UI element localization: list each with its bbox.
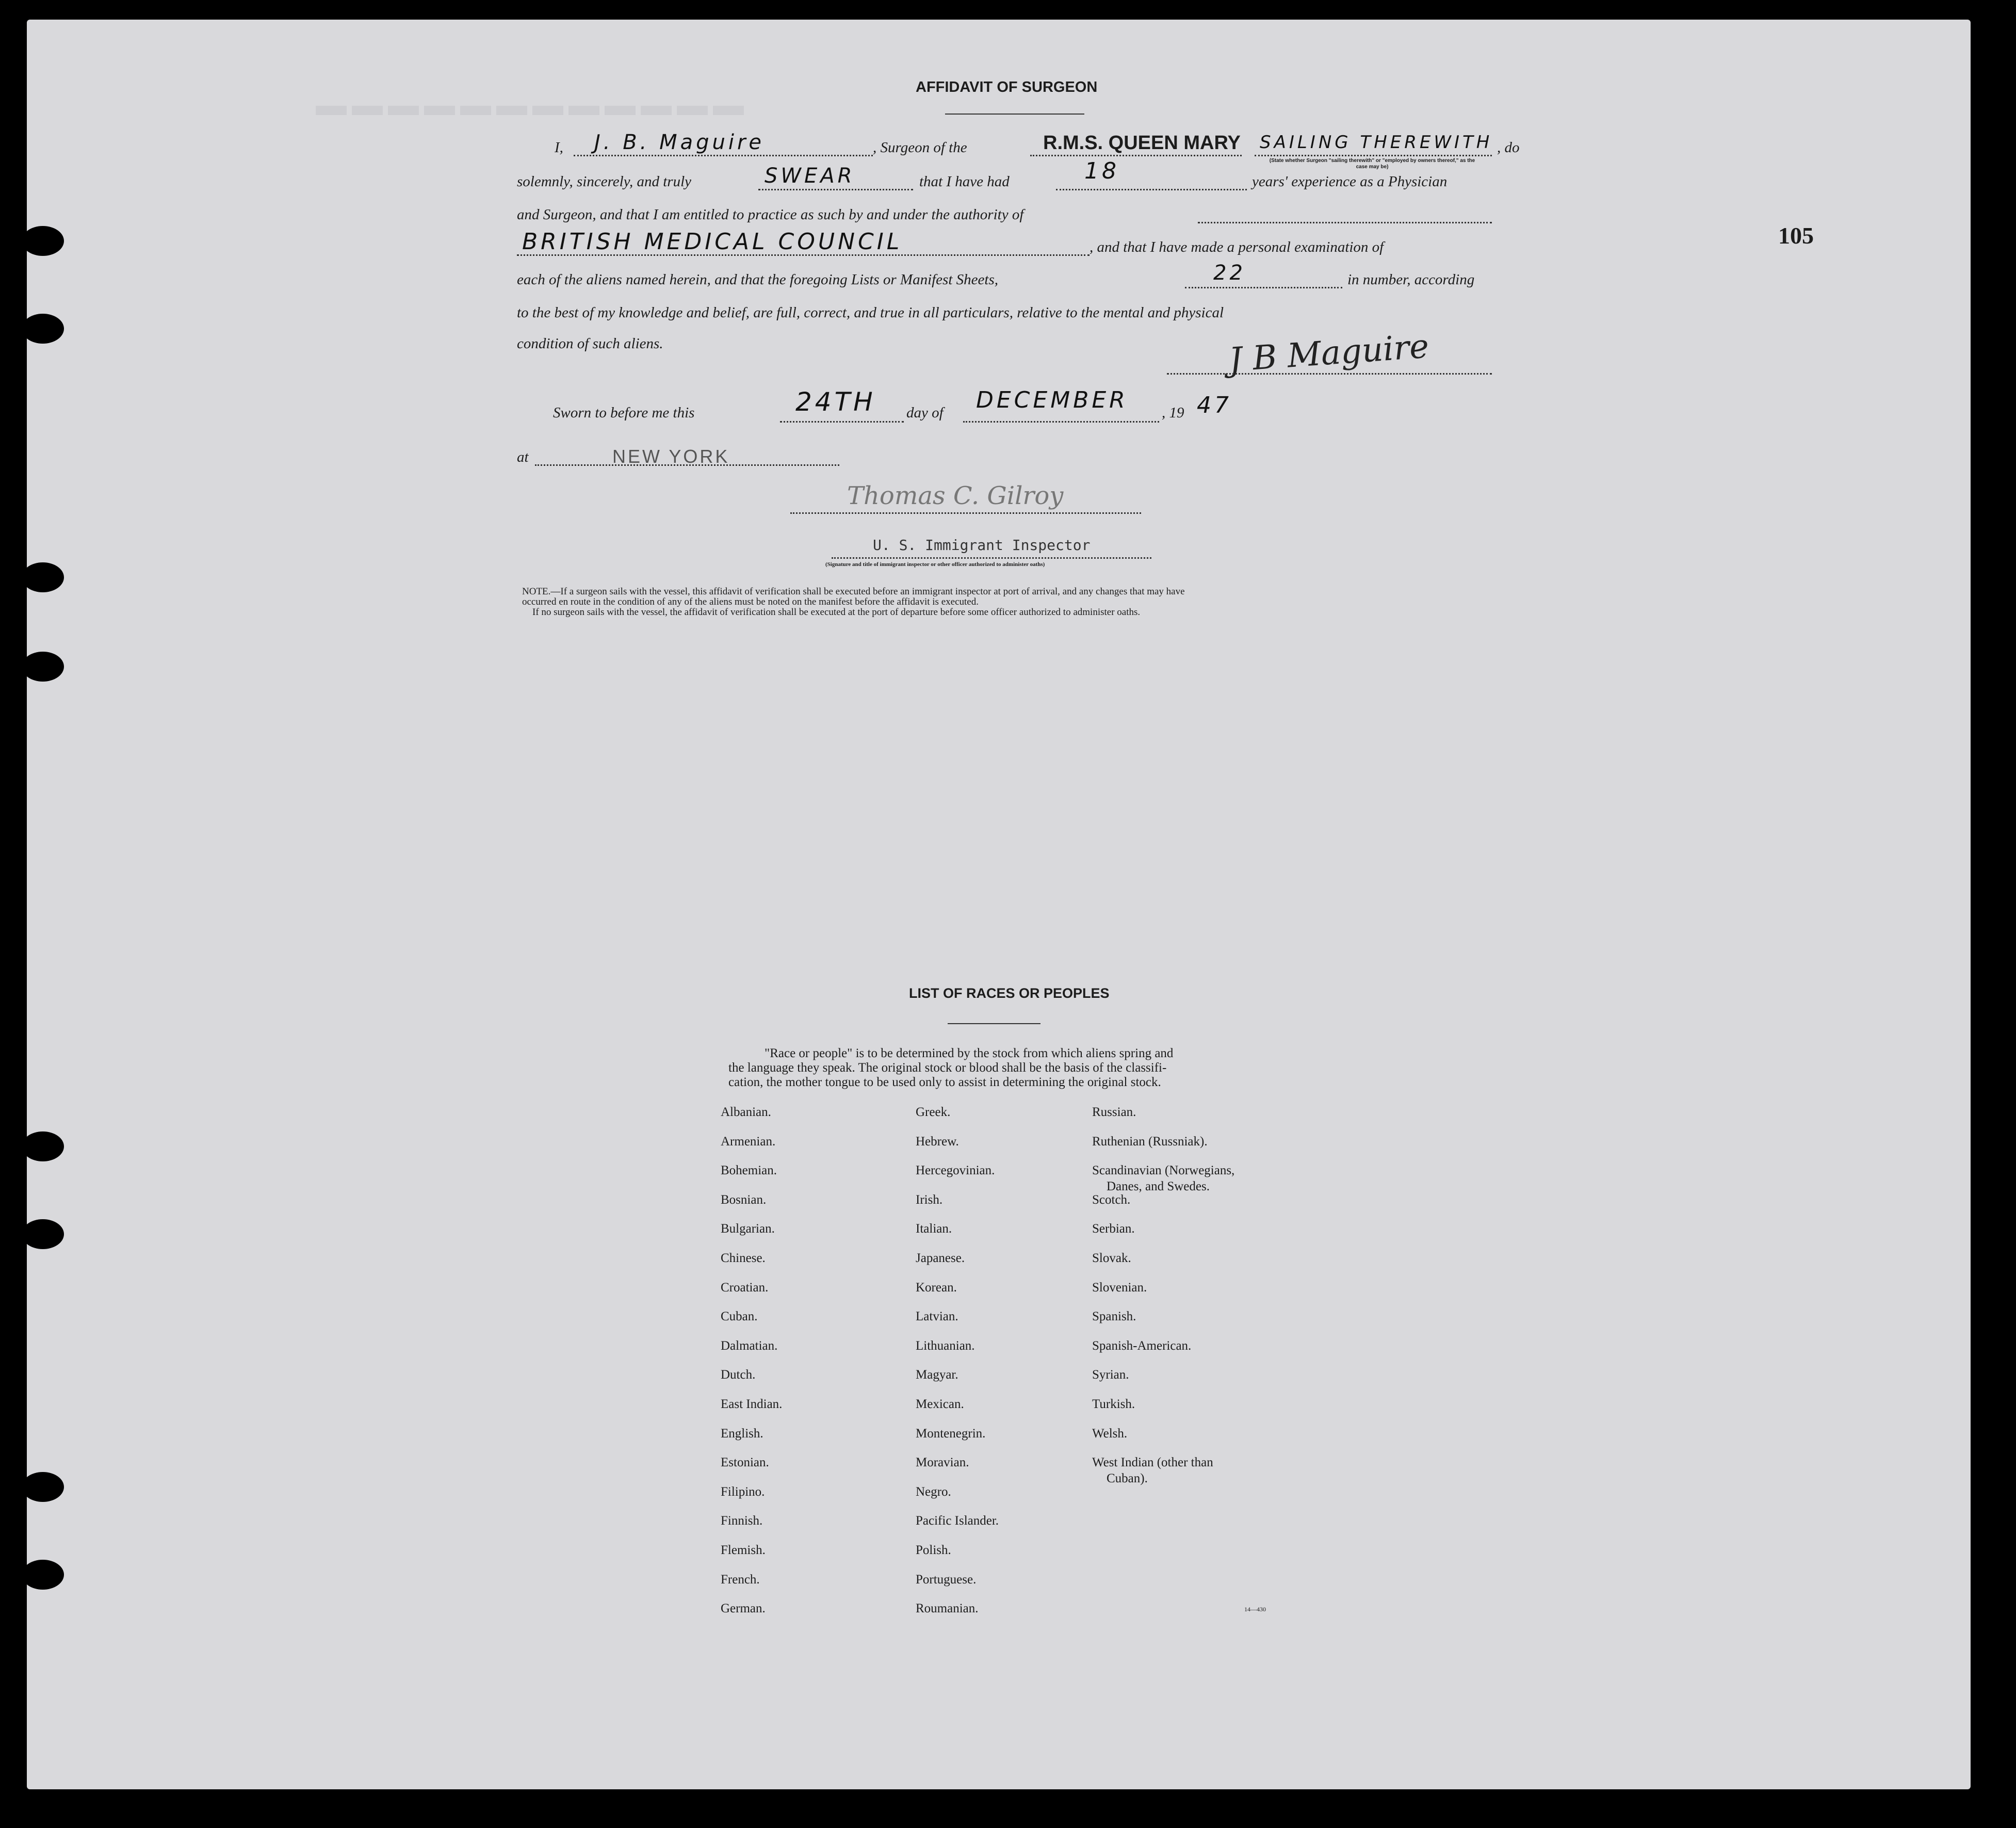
- races-intro-line: the language they speak. The original stock or blood shall be the basis of the classifi-: [728, 1061, 1167, 1075]
- binder-hole-icon: [22, 1560, 64, 1590]
- sworn-day: 24TH: [795, 387, 876, 417]
- race-item: French.: [721, 1572, 760, 1587]
- sailing-status: SAILING THEREWITH: [1260, 132, 1493, 153]
- affidavit-heading: AFFIDAVIT OF SURGEON: [916, 79, 1098, 95]
- race-item: Japanese.: [916, 1251, 965, 1265]
- signature-line: [790, 512, 1141, 514]
- fill-line: [963, 421, 1159, 423]
- affidavit-note: occurred en route in the condition of any of the aliens must be noted on the manifest before the affidavit is executed.: [522, 596, 979, 607]
- surgeon-name: J. B. Maguire: [594, 131, 765, 154]
- authority: BRITISH MEDICAL COUNCIL: [522, 229, 903, 255]
- inspector-title: U. S. Immigrant Inspector: [873, 537, 1091, 554]
- signature-line: [1167, 373, 1492, 375]
- binder-hole-icon: [22, 652, 64, 682]
- document-page: [27, 20, 1971, 1789]
- race-item: Moravian.: [916, 1455, 969, 1470]
- fill-line: [1255, 155, 1492, 156]
- race-item: Korean.: [916, 1280, 957, 1295]
- oath-word: SWEAR: [765, 164, 855, 188]
- race-item: Spanish-American.: [1092, 1338, 1192, 1353]
- race-item: Russian.: [1092, 1105, 1136, 1119]
- heading-rule: [948, 1023, 1040, 1024]
- affidavit-text: condition of such aliens.: [517, 335, 663, 352]
- fill-line: [1198, 222, 1492, 223]
- race-item: Italian.: [916, 1222, 952, 1236]
- affidavit-text: Sworn to before me this: [553, 405, 695, 421]
- race-item: Polish.: [916, 1543, 951, 1557]
- years-of-experience: 18: [1084, 158, 1119, 184]
- affidavit-text: that I have had: [919, 173, 1010, 190]
- page-number: 105: [1778, 222, 1814, 249]
- binder-hole-icon: [22, 1219, 64, 1249]
- affidavit-text: in number, according: [1347, 271, 1475, 288]
- race-item: Magyar.: [916, 1368, 958, 1382]
- sailing-note: (State whether Surgeon "sailing therewith" or "employed by owners thereof," as the case may be): [1269, 158, 1475, 170]
- affidavit-text: at: [517, 449, 529, 465]
- race-item: Negro.: [916, 1484, 951, 1499]
- race-item: Latvian.: [916, 1309, 958, 1324]
- affidavit-text: to the best of my knowledge and belief, are full, correct, and true in all particulars, relative to the mental and physical: [517, 304, 1224, 321]
- race-item: Filipino.: [721, 1484, 765, 1499]
- bleed-through-text: ▬▬▬▬▬▬▬▬▬▬▬▬: [316, 87, 749, 122]
- race-item: Mexican.: [916, 1397, 964, 1411]
- fill-line: [780, 421, 904, 423]
- signature-line: [832, 557, 1151, 559]
- races-intro: [728, 1046, 1173, 1090]
- race-item: Cuban.: [721, 1309, 758, 1324]
- race-item: Roumanian.: [916, 1601, 979, 1616]
- race-item: Portuguese.: [916, 1572, 977, 1587]
- affidavit-text: , do: [1497, 139, 1520, 156]
- affidavit-note: If no surgeon sails with the vessel, the affidavit of verification shall be executed at the port of departure before some officer authorized to administer oaths.: [532, 607, 1141, 618]
- fill-line: [1185, 287, 1342, 288]
- race-item: Scandinavian (Norwegians,: [1092, 1163, 1235, 1178]
- fill-line: [758, 189, 913, 190]
- race-item: East Indian.: [721, 1397, 783, 1411]
- race-item: Hercegovinian.: [916, 1163, 995, 1178]
- inspector-signature: Thomas C. Gilroy: [847, 481, 1064, 510]
- sworn-place: NEW YORK: [612, 446, 730, 467]
- affidavit-text: I,: [555, 139, 563, 156]
- races-heading: LIST OF RACES OR PEOPLES: [909, 985, 1110, 1001]
- race-item: Slovenian.: [1092, 1280, 1147, 1295]
- affidavit-text: each of the aliens named herein, and that the foregoing Lists or Manifest Sheets,: [517, 271, 998, 288]
- race-item: Greek.: [916, 1105, 951, 1119]
- race-item: Pacific Islander.: [916, 1514, 999, 1528]
- race-item: Chinese.: [721, 1251, 766, 1265]
- affidavit-note: NOTE.—If a surgeon sails with the vessel, this affidavit of verification shall be executed before an immigrant inspector at port of arrival, and any changes that may have: [522, 586, 1185, 597]
- race-item: Danes, and Swedes.: [1107, 1179, 1210, 1194]
- race-item: Flemish.: [721, 1543, 766, 1557]
- race-item: Lithuanian.: [916, 1338, 975, 1353]
- fill-line: [1030, 155, 1242, 156]
- affidavit-text: day of: [906, 405, 944, 421]
- race-item: Spanish.: [1092, 1309, 1136, 1324]
- races-intro-line: cation, the mother tongue to be used only to assist in determining the original stock.: [728, 1075, 1161, 1089]
- race-item: Armenian.: [721, 1134, 776, 1148]
- affidavit-text: years' experience as a Physician: [1252, 173, 1448, 190]
- race-item: Slovak.: [1092, 1251, 1131, 1265]
- races-intro-line: "Race or people" is to be determined by the stock from which aliens spring and: [765, 1046, 1174, 1060]
- affidavit-text: , and that I have made a personal examination of: [1090, 239, 1384, 255]
- form-number: 14—430: [1244, 1606, 1266, 1613]
- fill-line: [574, 155, 873, 156]
- signature-caption: (Signature and title of immigrant inspector or other officer authorized to administer oaths): [825, 561, 1045, 568]
- race-item: Welsh.: [1092, 1426, 1128, 1441]
- affidavit-text: , 19: [1162, 405, 1184, 421]
- manifest-sheet-count: 22: [1213, 261, 1246, 285]
- race-item: Dalmatian.: [721, 1338, 778, 1353]
- affidavit-text: , Surgeon of the: [873, 139, 967, 156]
- sworn-month: DECEMBER: [976, 387, 1128, 413]
- binder-hole-icon: [22, 562, 64, 592]
- affidavit-text: and Surgeon, and that I am entitled to practice as such by and under the authority of: [517, 206, 1024, 223]
- race-item: Bosnian.: [721, 1192, 767, 1207]
- race-item: Syrian.: [1092, 1368, 1129, 1382]
- race-item: Montenegrin.: [916, 1426, 986, 1441]
- race-item: Serbian.: [1092, 1222, 1135, 1236]
- binder-hole-icon: [22, 1472, 64, 1502]
- sworn-year: 47: [1197, 392, 1232, 418]
- surgeon-signature: J B Maguire: [1227, 327, 1430, 380]
- fill-line: [1056, 189, 1247, 190]
- race-item: Turkish.: [1092, 1397, 1135, 1411]
- ship-name: R.M.S. QUEEN MARY: [1043, 132, 1241, 154]
- race-item: Bulgarian.: [721, 1222, 775, 1236]
- race-item: Hebrew.: [916, 1134, 959, 1148]
- race-item: Irish.: [916, 1192, 943, 1207]
- race-item: Estonian.: [721, 1455, 769, 1470]
- race-item: German.: [721, 1601, 766, 1616]
- race-item: Albanian.: [721, 1105, 771, 1119]
- binder-hole-icon: [22, 314, 64, 344]
- heading-rule: [945, 114, 1084, 115]
- race-item: English.: [721, 1426, 763, 1441]
- race-item: Bohemian.: [721, 1163, 777, 1178]
- race-item: Scotch.: [1092, 1192, 1131, 1207]
- race-item: Croatian.: [721, 1280, 769, 1295]
- race-item: Dutch.: [721, 1368, 756, 1382]
- affidavit-text: solemnly, sincerely, and truly: [517, 173, 692, 190]
- race-item: West Indian (other than: [1092, 1455, 1213, 1470]
- binder-hole-icon: [22, 226, 64, 256]
- race-item: Ruthenian (Russniak).: [1092, 1134, 1208, 1148]
- binder-hole-icon: [22, 1131, 64, 1161]
- race-item: Cuban).: [1107, 1471, 1148, 1486]
- race-item: Finnish.: [721, 1514, 763, 1528]
